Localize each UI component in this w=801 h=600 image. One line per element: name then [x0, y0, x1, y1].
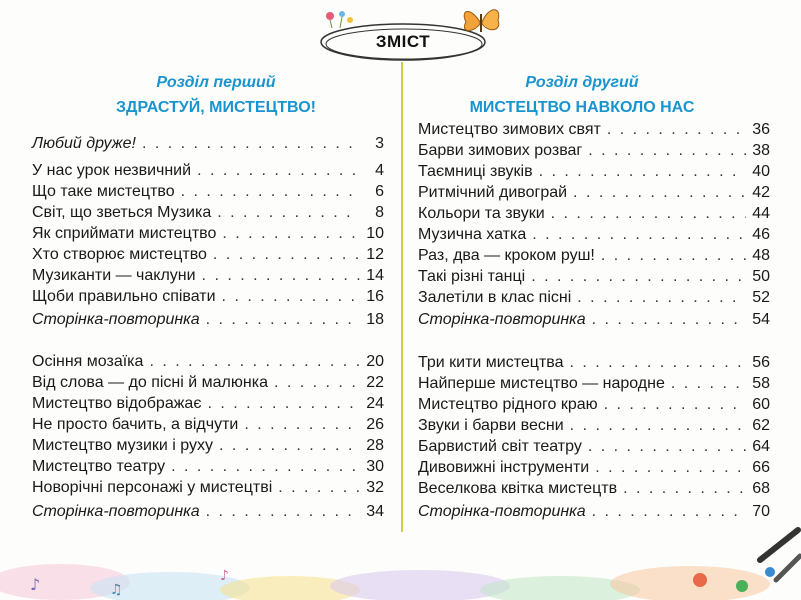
toc-entry[interactable]: Найперше мистецтво — народне . . . 58 [418, 373, 770, 395]
section-name: Розділ другий [525, 74, 639, 91]
toc-entry[interactable]: Барвистий світ театру . . . 64 [418, 436, 770, 458]
toc-entry[interactable]: Мистецтво рідного краю . . . 60 [418, 394, 770, 416]
toc-entry[interactable]: Мистецтво зимових свят . . . 36 [418, 119, 770, 141]
column-divider [401, 62, 403, 532]
toc-entry[interactable]: Осіння мозаїка . . . 20 [32, 351, 384, 373]
toc-entry[interactable]: Дивовижні інструменти . . . 66 [418, 457, 770, 479]
toc-entry[interactable]: Хто створює мистецтво . . . 12 [32, 244, 384, 266]
toc-entry[interactable]: Ритмічний дивограй . . . 42 [418, 182, 770, 204]
toc-entry[interactable]: Музиканти — чаклуни . . . 14 [32, 265, 384, 287]
toc-entry-title: Світ, що зветься Музика [32, 204, 212, 221]
section-title: ЗДРАСТУЙ, МИСТЕЦТВО! [116, 99, 316, 116]
toc-entry[interactable]: Три кити мистецтва . . . 56 [418, 352, 770, 374]
toc-entry[interactable]: Раз, два — кроком руш! . . . 48 [418, 245, 770, 267]
toc-entry[interactable]: Сторінка-повторинка . . . 34 [32, 501, 384, 523]
toc-entry[interactable]: Мистецтво театру . . . 30 [32, 456, 384, 478]
svg-text:♪: ♪ [30, 575, 41, 594]
flowers-icon [320, 6, 360, 30]
toc-entry[interactable]: Таємниці звуків . . . 40 [418, 161, 770, 183]
toc-entry[interactable]: Звуки і барви весни . . . 62 [418, 415, 770, 437]
page-title: ЗМІСТ [375, 32, 431, 51]
toc-entry[interactable]: Що таке мистецтво . . . 6 [32, 181, 384, 203]
toc-entry[interactable]: Музична хатка . . . 46 [418, 224, 770, 246]
svg-text:♫: ♫ [110, 582, 123, 598]
toc-entry[interactable]: Любий друже! . . . 3 [32, 133, 384, 155]
section-title: МИСТЕЦТВО НАВКОЛО НАС [469, 99, 695, 116]
watercolor-splash-decoration [0, 520, 801, 600]
toc-entry[interactable]: Сторінка-повторинка . . . 18 [32, 309, 384, 331]
svg-text:♪: ♪ [220, 568, 229, 584]
toc-entry[interactable]: У нас урок незвичний . . . 4 [32, 160, 384, 182]
toc-entry[interactable]: Щоби правильно співати . . . 16 [32, 286, 384, 308]
toc-entry[interactable]: Сторінка-повторинка . . . 70 [418, 501, 770, 523]
toc-entry[interactable]: Від слова — до пісні й малюнка . . . 22 [32, 372, 384, 394]
toc-entry[interactable]: Мистецтво відображає . . . 24 [32, 393, 384, 415]
toc-entry[interactable]: Барви зимових розваг . . . 38 [418, 140, 770, 162]
toc-entry[interactable]: Новорічні персонажі у мистецтві . . . 32 [32, 477, 384, 499]
toc-entry[interactable]: Залетіли в клас пісні . . . 52 [418, 287, 770, 309]
toc-entry[interactable]: Кольори та звуки . . . 44 [418, 203, 770, 225]
toc-entry[interactable]: Світ, що зветься Музика . . . 8 [32, 202, 384, 224]
toc-entry[interactable]: Не просто бачить, а відчути . . . 26 [32, 414, 384, 436]
toc-entry[interactable]: Сторінка-повторинка . . . 54 [418, 309, 770, 331]
toc-entry[interactable]: Такі різні танці . . . 50 [418, 266, 770, 288]
section-name: Розділ перший [156, 74, 276, 91]
toc-entry[interactable]: Веселкова квітка мистецтв . . . 68 [418, 478, 770, 500]
butterfly-icon [460, 4, 504, 38]
toc-entry[interactable]: Як сприймати мистецтво . . . 10 [32, 223, 384, 245]
toc-entry[interactable]: Мистецтво музики і руху . . . 28 [32, 435, 384, 457]
